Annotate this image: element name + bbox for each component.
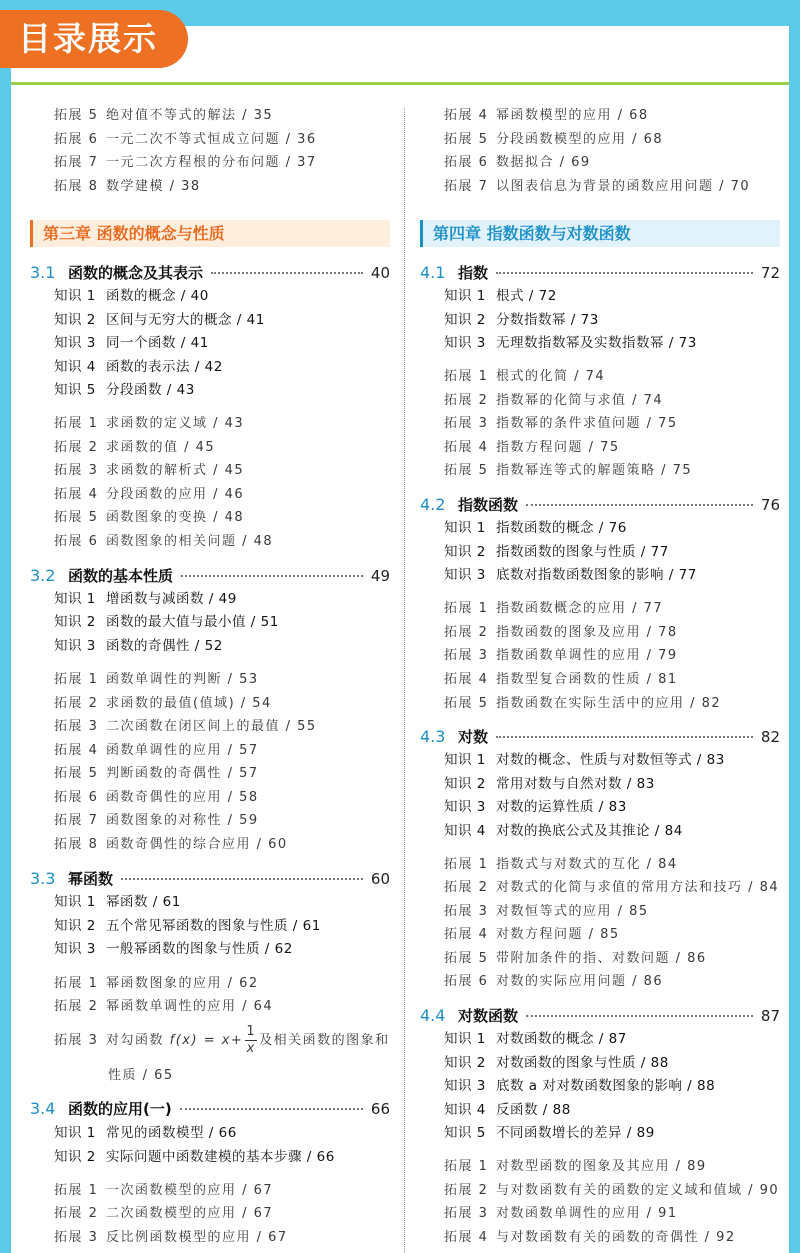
list-item[interactable]: 拓展 7 以图表信息为背景的函数应用问题 / 70 [444, 179, 751, 194]
list-item[interactable]: 知识 2 分数指数幂 / 73 [444, 312, 599, 328]
list-item[interactable]: 知识 1 常见的函数模型 / 66 [54, 1125, 237, 1141]
list-item[interactable]: 知识 2 五个常见幂函数的图象与性质 / 61 [54, 918, 321, 934]
formula-fraction: $\frac{1}{x}$ [246, 1024, 257, 1056]
list-item[interactable]: 拓展 7 函数图象的对称性 / 59 [54, 813, 259, 828]
list-item[interactable]: 知识 3 同一个函数 / 41 [54, 335, 209, 351]
list-item[interactable]: 拓展 3 二次函数在闭区间上的最值 / 55 [54, 719, 317, 734]
list-item[interactable]: 拓展 6 一元二次不等式恒成立问题 / 36 [54, 132, 317, 147]
list-item[interactable]: 拓展 3 反比例函数模型的应用 / 67 [54, 1230, 288, 1245]
list-item[interactable]: 知识 3 底数对指数函数图象的影响 / 77 [444, 567, 697, 583]
list-item[interactable]: 知识 2 对数函数的图象与性质 / 88 [444, 1055, 669, 1071]
list-item[interactable]: 知识 3 一般幂函数的图象与性质 / 62 [54, 941, 293, 957]
list-item[interactable]: 拓展 1 对数型函数的图象及其应用 / 89 [444, 1159, 707, 1174]
list-item[interactable]: 拓展 1 一次函数模型的应用 / 67 [54, 1183, 274, 1198]
list-item[interactable]: 拓展 2 指数函数的图象及应用 / 78 [444, 625, 678, 640]
list-item[interactable]: 拓展 4 指数型复合函数的性质 / 81 [444, 672, 678, 687]
list-item[interactable]: 拓展 7 一元二次方程根的分布问题 / 37 [54, 155, 317, 170]
list-item[interactable]: 拓展 8 函数奇偶性的综合应用 / 60 [54, 837, 288, 852]
list-item[interactable]: 拓展 1 指数函数概念的应用 / 77 [444, 601, 664, 616]
list-item[interactable]: 知识 2 函数的最大值与最小值 / 51 [54, 614, 279, 630]
section-entry[interactable]: 3.2 函数的基本性质 49 [30, 566, 390, 585]
list-item[interactable]: 拓展 5 绝对值不等式的解法 / 35 [54, 108, 274, 123]
list-item[interactable]: 知识 1 对数函数的概念 / 87 [444, 1031, 627, 1047]
list-item[interactable]: 拓展 2 幂函数单调性的应用 / 64 [54, 999, 274, 1014]
list-item[interactable]: 拓展 2 指数幂的化简与求值 / 74 [444, 393, 664, 408]
list-item[interactable]: 拓展 6 数据拟合 / 69 [444, 155, 591, 170]
list-item[interactable]: 拓展 1 指数式与对数式的互化 / 84 [444, 857, 678, 872]
list-item[interactable]: 知识 5 分段函数 / 43 [54, 382, 195, 398]
list-item[interactable]: 拓展 4 与对数函数有关的函数的奇偶性 / 92 [444, 1230, 736, 1245]
list-item[interactable]: 拓展 4 指数方程问题 / 75 [444, 440, 620, 455]
list-item[interactable]: 知识 3 对数的运算性质 / 83 [444, 799, 627, 815]
list-item[interactable]: 拓展 3 指数函数单调性的应用 / 79 [444, 648, 678, 663]
list-item[interactable]: 知识 1 对数的概念、性质与对数恒等式 / 83 [444, 752, 725, 768]
list-item[interactable]: 拓展 4 对数方程问题 / 85 [444, 927, 620, 942]
list-item[interactable]: 拓展 5 带附加条件的指、对数问题 / 86 [444, 951, 707, 966]
chapter-heading: 第四章 指数函数与对数函数 [420, 220, 780, 247]
list-item[interactable]: 知识 5 不同函数增长的差异 / 89 [444, 1125, 655, 1141]
list-item[interactable]: 拓展 3 对数函数单调性的应用 / 91 [444, 1206, 678, 1221]
list-item-formula[interactable]: 拓展 3 对勾函数 f(x) = x+ $\frac{1}{x}$ 及相关函数的图象和 [54, 1024, 390, 1056]
list-item[interactable]: 拓展 6 对数的实际应用问题 / 86 [444, 974, 664, 989]
list-item[interactable]: 知识 2 常用对数与自然对数 / 83 [444, 776, 655, 792]
list-item[interactable]: 知识 1 增函数与减函数 / 49 [54, 591, 237, 607]
list-item[interactable]: 拓展 2 求函数的最值(值域) / 54 [54, 696, 272, 711]
chapter-heading: 第三章 函数的概念与性质 [30, 220, 390, 247]
list-item[interactable]: 拓展 1 函数单调性的判断 / 53 [54, 672, 259, 687]
section-entry[interactable]: 3.1 函数的概念及其表示 40 [30, 263, 390, 282]
list-item[interactable]: 拓展 1 幂函数图象的应用 / 62 [54, 976, 259, 991]
page-title: 目录展示 [0, 10, 188, 68]
list-item[interactable]: 拓展 8 数学建模 / 38 [54, 179, 201, 194]
section-entry[interactable]: 3.3 幂函数 60 [30, 869, 390, 888]
list-item[interactable]: 拓展 2 二次函数模型的应用 / 67 [54, 1206, 274, 1221]
list-item[interactable]: 知识 2 实际问题中函数建模的基本步骤 / 66 [54, 1149, 335, 1165]
list-item[interactable]: 知识 2 区间与无穷大的概念 / 41 [54, 312, 265, 328]
section-entry[interactable]: 3.4 函数的应用(一) 66 [30, 1099, 390, 1118]
list-item[interactable]: 拓展 5 分段函数模型的应用 / 68 [444, 132, 664, 147]
list-item[interactable]: 拓展 2 对数式的化简与求值的常用方法和技巧 / 84 [444, 880, 780, 895]
list-item[interactable]: 拓展 6 函数奇偶性的应用 / 58 [54, 790, 259, 805]
section-entry[interactable]: 4.2 指数函数 76 [420, 495, 780, 514]
list-item[interactable]: 知识 3 无理数指数幂及实数指数幂 / 73 [444, 335, 697, 351]
list-item[interactable]: 拓展 5 判断函数的奇偶性 / 57 [54, 766, 259, 781]
list-item[interactable]: 拓展 1 求函数的定义域 / 43 [54, 416, 245, 431]
list-item[interactable]: 知识 1 幂函数 / 61 [54, 894, 181, 910]
list-item[interactable]: 拓展 5 指数幂连等式的解题策略 / 75 [444, 463, 693, 478]
header-divider [11, 82, 789, 85]
list-item[interactable]: 知识 1 函数的概念 / 40 [54, 288, 209, 304]
list-item[interactable]: 知识 4 函数的表示法 / 42 [54, 359, 223, 375]
list-item[interactable]: 知识 4 反函数 / 88 [444, 1102, 571, 1118]
list-item[interactable]: 知识 3 函数的奇偶性 / 52 [54, 638, 223, 654]
list-item[interactable]: 拓展 4 分段函数的应用 / 46 [54, 487, 245, 502]
list-item-continuation[interactable]: 性质 / 65 [108, 1068, 174, 1083]
section-entry[interactable]: 4.4 对数函数 87 [420, 1006, 780, 1025]
section-entry[interactable]: 4.1 指数 72 [420, 263, 780, 282]
list-item[interactable]: 拓展 1 根式的化简 / 74 [444, 369, 606, 384]
list-item[interactable]: 拓展 3 对数恒等式的应用 / 85 [444, 904, 649, 919]
list-item[interactable]: 知识 1 指数函数的概念 / 76 [444, 520, 627, 536]
list-item[interactable]: 拓展 2 求函数的值 / 45 [54, 440, 216, 455]
list-item[interactable]: 拓展 3 求函数的解析式 / 45 [54, 463, 245, 478]
list-item[interactable]: 知识 3 底数 a 对对数函数图象的影响 / 88 [444, 1078, 716, 1094]
column-divider [404, 108, 405, 1253]
list-item[interactable]: 知识 4 对数的换底公式及其推论 / 84 [444, 823, 683, 839]
section-entry[interactable]: 4.3 对数 82 [420, 727, 780, 746]
list-item[interactable]: 拓展 4 幂函数模型的应用 / 68 [444, 108, 649, 123]
list-item[interactable]: 拓展 5 函数图象的变换 / 48 [54, 510, 245, 525]
list-item[interactable]: 拓展 3 指数幂的条件求值问题 / 75 [444, 416, 678, 431]
list-item[interactable]: 拓展 2 与对数函数有关的函数的定义域和值域 / 90 [444, 1183, 780, 1198]
list-item[interactable]: 知识 2 指数函数的图象与性质 / 77 [444, 544, 669, 560]
list-item[interactable]: 拓展 4 函数单调性的应用 / 57 [54, 743, 259, 758]
list-item[interactable]: 知识 1 根式 / 72 [444, 288, 557, 304]
list-item[interactable]: 拓展 5 指数函数在实际生活中的应用 / 82 [444, 696, 722, 711]
formula-expression: f(x) = x+ [169, 1033, 244, 1048]
list-item[interactable]: 拓展 6 函数图象的相关问题 / 48 [54, 534, 274, 549]
